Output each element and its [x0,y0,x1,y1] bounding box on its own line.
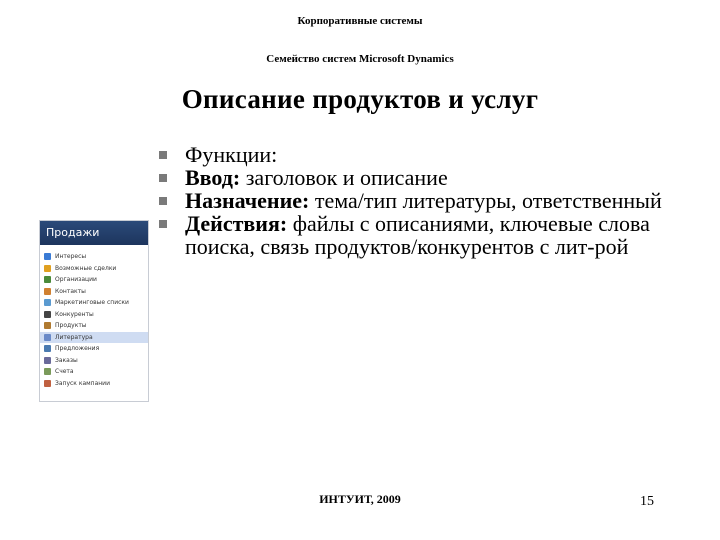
bullet-text: тема/тип литературы, ответственный [309,188,662,213]
panel-nav-item[interactable] [40,297,148,309]
bullet-text: заголовок и описание [240,165,448,190]
footer: ИНТУИТ, 2009 [319,492,401,506]
slide-title: Описание продуктов и услуг [181,84,539,114]
panel-nav-item[interactable] [40,320,148,332]
panel-nav-label: Запуск кампании [55,379,110,387]
panel-nav-label: Литература [55,333,93,341]
square-bullet-icon [159,174,167,182]
opportunity-icon [44,265,51,272]
campaign-icon [44,380,51,387]
marketing-list-icon [44,299,51,306]
panel-nav-label: Интересы [55,253,87,261]
bullet-item [155,166,700,189]
panel-nav-label: Заказы [55,356,78,364]
panel-header: Продажи [40,221,148,245]
order-icon [44,357,51,364]
account-icon [44,276,51,283]
bullet-bold: Ввод: [185,165,241,190]
square-bullet-icon [159,151,167,159]
panel-nav-item[interactable] [40,309,148,321]
panel-nav-item[interactable] [40,343,148,355]
panel-nav-item[interactable] [40,286,148,298]
panel-nav-item[interactable] [40,355,148,367]
bullet-text: Функции: [185,142,278,167]
header-line-1: Корпоративные системы [297,15,423,27]
panel-nav-item[interactable] [40,332,148,344]
header-line-2: Семейство систем Microsoft Dynamics [266,53,454,65]
panel-nav-label: Продукты [55,322,87,330]
panel-nav-label: Счета [55,368,74,376]
panel-nav-list [40,251,148,389]
sales-navigation-panel [39,220,149,402]
panel-nav-item[interactable] [40,251,148,263]
bullet-item [155,143,700,166]
bullet-item [155,212,700,258]
panel-nav-label: Возможные сделки [55,264,117,272]
product-icon [44,322,51,329]
panel-nav-item[interactable] [40,274,148,286]
quote-icon [44,345,51,352]
bullet-list [155,143,700,258]
bullet-item [155,189,700,212]
bullet-bold: Назначение: [185,188,310,213]
square-bullet-icon [159,197,167,205]
literature-icon [44,334,51,341]
panel-nav-item[interactable] [40,263,148,275]
bullet-bold: Действия: [185,211,288,236]
bullet-text: файлы с описаниями, ключевые слова поиска, связь продуктов/конкурентов с лит-рой [185,211,650,259]
panel-nav-label: Конкуренты [55,310,94,318]
panel-nav-item[interactable] [40,366,148,378]
panel-nav-label: Предложения [55,345,100,353]
panel-nav-item[interactable] [40,378,148,390]
panel-nav-label: Организации [55,276,97,284]
panel-nav-label: Контакты [55,287,86,295]
lead-icon [44,253,51,260]
competitor-icon [44,311,51,318]
panel-nav-label: Маркетинговые списки [55,299,129,307]
page-number: 15 [640,494,654,509]
square-bullet-icon [159,220,167,228]
invoice-icon [44,368,51,375]
contact-icon [44,288,51,295]
